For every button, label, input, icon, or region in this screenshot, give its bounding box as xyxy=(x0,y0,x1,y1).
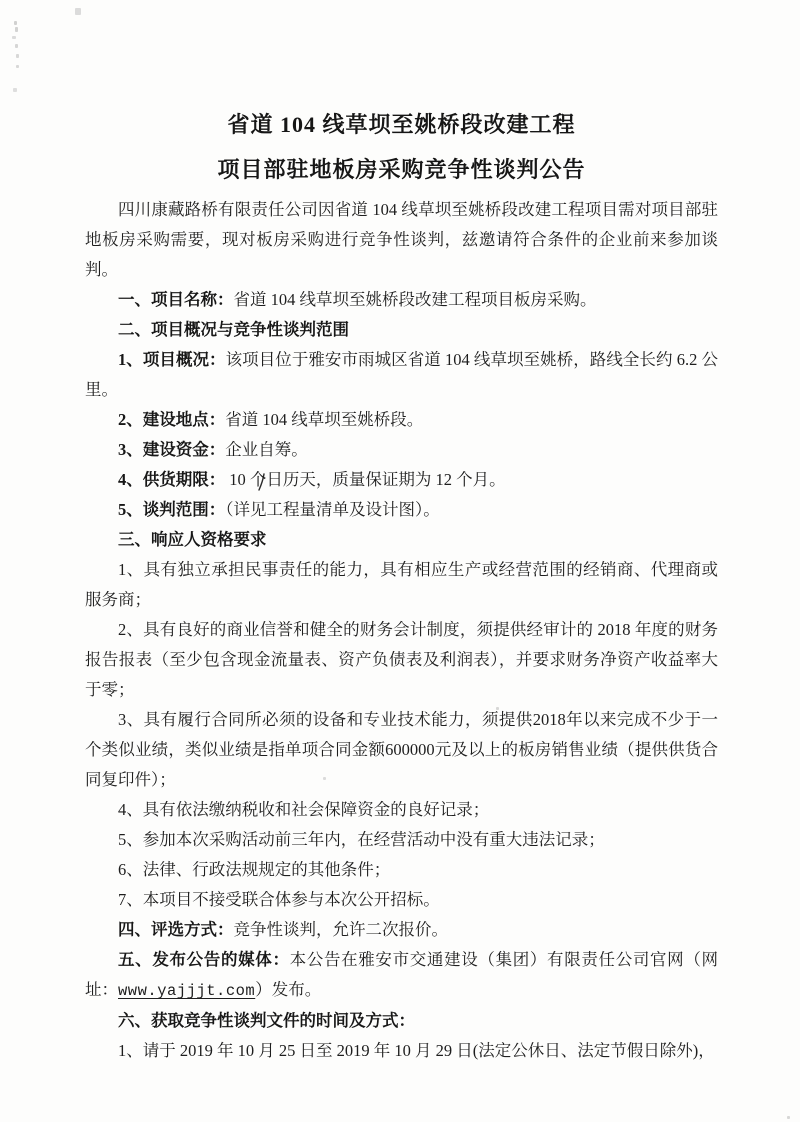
section4-label: 四、评选方式： xyxy=(118,920,234,939)
section5-label: 五、发布公告的媒体： xyxy=(118,950,290,969)
website-url: www.yajjjt.com xyxy=(118,982,256,1000)
section3-item-3: 3、具有履行合同所必须的设备和专业技术能力，须提供2018年以来完成不少于一个类似业绩，类似业绩是指单项合同金额600000元及以上的板房销售业绩（提供供货合同复印件）； xyxy=(85,710,718,789)
section2-item-location-text: 省道 104 线草坝至姚桥段。 xyxy=(225,410,424,429)
section3-item-4: 4、具有依法缴纳税收和社会保障资金的良好记录； xyxy=(118,800,490,819)
section5-text-after-url: ）发布。 xyxy=(255,980,322,999)
section2-item-supply-period-text: 10 个日历天，质量保证期为 12 个月。 xyxy=(229,470,506,489)
section2-item-funding xyxy=(85,435,718,465)
section2-item-overview xyxy=(85,345,718,405)
section6-item-1: 1、请于 2019 年 10 月 25 日至 2019 年 10 月 29 日(法定公休日、法定节假日除外)， xyxy=(118,1041,715,1060)
scan-artifact xyxy=(13,88,17,92)
scan-artifact xyxy=(16,54,19,58)
section2-item-funding-text: 企业自筹。 xyxy=(225,440,308,459)
section5-announcement-media xyxy=(85,945,718,1006)
section3-heading: 三、响应人资格要求 xyxy=(118,530,267,549)
section2-item-scope-label: 5、谈判范围： xyxy=(118,500,226,519)
scan-artifact xyxy=(16,65,19,68)
section4-text: 竞争性谈判，允许二次报价。 xyxy=(233,920,448,939)
section2-item-scope xyxy=(85,495,718,525)
scan-artifact xyxy=(787,1116,790,1119)
section4-evaluation-method xyxy=(85,915,718,945)
section1-label: 一、项目名称： xyxy=(118,290,234,309)
section2-item-supply-period xyxy=(85,465,718,495)
document-body xyxy=(85,110,718,1066)
section3-item-1: 1、具有独立承担民事责任的能力，具有相应生产或经营范围的经销商、代理商或服务商； xyxy=(85,560,718,609)
scan-artifact xyxy=(75,8,81,15)
section2-heading: 二、项目概况与竞争性谈判范围 xyxy=(118,320,349,339)
scan-artifact xyxy=(14,21,17,25)
scan-artifact xyxy=(15,44,18,48)
section2-item-location xyxy=(85,405,718,435)
section1-text: 省道 104 线草坝至姚桥段改建工程项目板房采购。 xyxy=(233,290,597,309)
section2-item-funding-label: 3、建设资金： xyxy=(118,440,226,459)
section3-item-7: 7、本项目不接受联合体参与本次公开招标。 xyxy=(118,890,440,909)
document-title-line1: 省道 104 线草坝至姚桥段改建工程 xyxy=(227,112,576,137)
section3-item-5: 5、参加本次采购活动前三年内，在经营活动中没有重大违法记录； xyxy=(118,830,605,849)
scan-artifact xyxy=(12,36,16,39)
intro-paragraph: 四川康藏路桥有限责任公司因省道 104 线草坝至姚桥段改建工程项目需对项目部驻地板房采购需要，现对板房采购进行竞争性谈判，兹邀请符合条件的企业前来参加谈判。 xyxy=(85,200,718,279)
section3-item-6: 6、法律、行政法规规定的其他条件； xyxy=(118,860,391,879)
section5-text-before-url: 本公告在雅安市交通建设（集团）有限责任公司官网（网址： xyxy=(85,950,719,999)
section2-item-supply-period-label: 4、供货期限： xyxy=(118,470,226,489)
section2-item-overview-label: 1、项目概况： xyxy=(118,350,226,369)
section6-heading: 六、获取竞争性谈判文件的时间及方式： xyxy=(118,1011,415,1030)
section1-project-name xyxy=(85,285,718,315)
section3-item-2: 2、具有良好的商业信誉和健全的财务会计制度，须提供经审计的 2018 年度的财务报告报表（至少包含现金流量表、资产负债表及利润表），并要求财务净资产收益率大于零； xyxy=(85,620,718,699)
scan-artifact xyxy=(15,27,18,32)
document-title-line2: 项目部驻地板房采购竞争性谈判公告 xyxy=(217,157,586,182)
section2-item-location-label: 2、建设地点： xyxy=(118,410,226,429)
document-text xyxy=(85,195,718,1066)
section2-item-scope-text: （详见工程量清单及设计图）。 xyxy=(225,500,440,519)
section2-item-overview-text: 该项目位于雅安市雨城区省道 104 线草坝至姚桥，路线全长约 6.2 公里。 xyxy=(85,350,719,399)
